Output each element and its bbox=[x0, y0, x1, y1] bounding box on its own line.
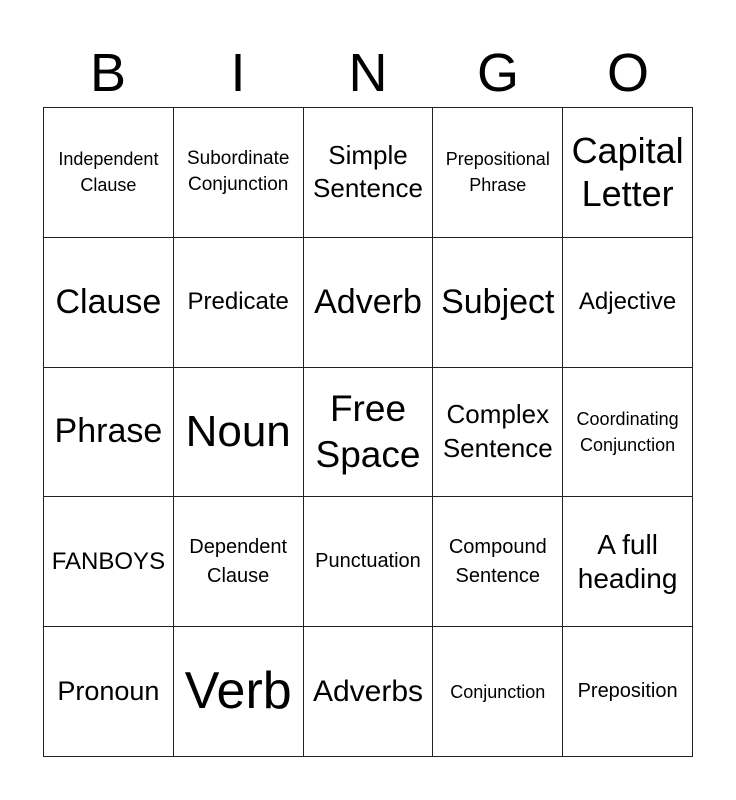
bingo-header bbox=[43, 40, 693, 106]
cell-label: Adverb bbox=[314, 282, 422, 321]
cell-label: Subordinate Conjunction bbox=[186, 147, 290, 196]
cell-label: Pronoun bbox=[57, 676, 160, 707]
bingo-cell[interactable] bbox=[174, 627, 304, 757]
cell-label: Compound Sentence bbox=[448, 535, 547, 587]
bingo-cell[interactable] bbox=[304, 627, 434, 757]
cell-label: Verb bbox=[184, 661, 292, 720]
bingo-cell[interactable] bbox=[174, 368, 304, 498]
bingo-cell[interactable] bbox=[304, 368, 434, 498]
bingo-cell[interactable] bbox=[433, 238, 563, 368]
bingo-cell[interactable] bbox=[433, 497, 563, 627]
cell-label: Predicate bbox=[187, 288, 289, 316]
header-letter-b: B bbox=[89, 43, 127, 103]
cell-label: Adverbs bbox=[312, 674, 424, 708]
bingo-cell[interactable] bbox=[174, 497, 304, 627]
header-letter-i: I bbox=[230, 43, 246, 103]
cell-label: Free Space bbox=[315, 387, 421, 475]
bingo-cell[interactable] bbox=[304, 238, 434, 368]
cell-label: Coordinating Conjunction bbox=[576, 408, 679, 455]
header-letter-o: O bbox=[606, 43, 649, 103]
bingo-cell[interactable] bbox=[563, 627, 693, 757]
cell-label: Dependent Clause bbox=[189, 535, 288, 587]
bingo-cell[interactable] bbox=[563, 108, 693, 238]
bingo-cell[interactable] bbox=[563, 238, 693, 368]
bingo-cell[interactable] bbox=[433, 368, 563, 498]
cell-label: Subject bbox=[441, 282, 555, 321]
cell-label: Noun bbox=[185, 406, 291, 456]
bingo-cell[interactable] bbox=[563, 497, 693, 627]
bingo-cell[interactable] bbox=[433, 108, 563, 238]
cell-label: Punctuation bbox=[315, 550, 421, 573]
bingo-cell[interactable] bbox=[44, 238, 174, 368]
cell-label: Conjunction bbox=[450, 681, 546, 702]
cell-label: Complex Sentence bbox=[442, 399, 553, 463]
cell-label: A full heading bbox=[577, 529, 678, 594]
bingo-cell[interactable] bbox=[174, 238, 304, 368]
bingo-cell[interactable] bbox=[433, 627, 563, 757]
header-letter-n: N bbox=[348, 43, 388, 103]
header-letter-g: G bbox=[476, 43, 519, 103]
bingo-cell[interactable] bbox=[304, 108, 434, 238]
cell-label: Preposition bbox=[577, 680, 678, 703]
cell-label: Clause bbox=[55, 282, 162, 321]
cell-label: FANBOYS bbox=[51, 547, 166, 575]
cell-label: Phrase bbox=[54, 412, 163, 451]
cell-label: Adjective bbox=[578, 288, 677, 316]
bingo-cell[interactable] bbox=[44, 108, 174, 238]
bingo-cell[interactable] bbox=[44, 627, 174, 757]
cell-label: Independent Clause bbox=[58, 149, 159, 196]
bingo-cell[interactable] bbox=[563, 368, 693, 498]
bingo-cell[interactable] bbox=[304, 497, 434, 627]
bingo-cell[interactable] bbox=[44, 368, 174, 498]
bingo-cell[interactable] bbox=[44, 497, 174, 627]
cell-label: Capital Letter bbox=[571, 130, 684, 215]
bingo-cell[interactable] bbox=[174, 108, 304, 238]
cell-label: Prepositional Phrase bbox=[445, 149, 550, 196]
cell-label: Simple Sentence bbox=[313, 139, 423, 204]
bingo-board bbox=[43, 107, 693, 757]
